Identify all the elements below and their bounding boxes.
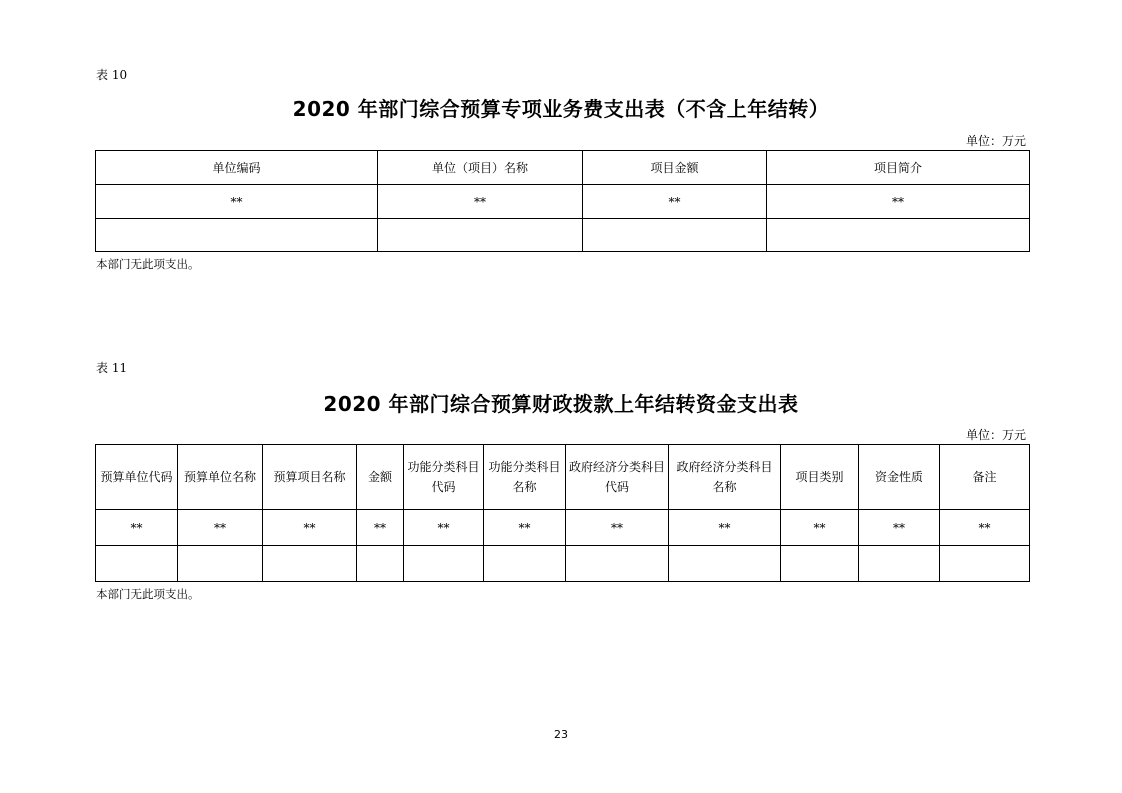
table11-cell: ** <box>357 510 404 546</box>
table11-header-row <box>96 445 1030 510</box>
table11-empty-cell <box>178 546 263 582</box>
table10-unit: 单位：万元 <box>965 134 1026 148</box>
table11-cell: ** <box>96 510 178 546</box>
table11-cell: ** <box>404 510 484 546</box>
table11-unit: 单位：万元 <box>965 428 1026 442</box>
table11-cell: ** <box>263 510 357 546</box>
table11-empty-cell <box>940 546 1030 582</box>
table11-cell: ** <box>484 510 566 546</box>
table10-cell: ** <box>583 185 767 219</box>
table11-cell: ** <box>178 510 263 546</box>
table11-empty-cell <box>357 546 404 582</box>
table10-header-cell: 单位编码 <box>96 151 378 185</box>
table11-empty-cell <box>669 546 781 582</box>
table10-cell: ** <box>96 185 378 219</box>
table10-empty-cell <box>583 219 767 252</box>
table10 <box>95 150 1030 252</box>
table10-empty-cell <box>378 219 583 252</box>
table11-header-cell: 功能分类科目代码 <box>404 445 484 510</box>
table11-header-cell: 政府经济分类科目名称 <box>669 445 781 510</box>
table11-header-cell: 资金性质 <box>859 445 940 510</box>
table11-empty-cell <box>263 546 357 582</box>
table11-cell: ** <box>669 510 781 546</box>
table11-header-cell: 预算单位代码 <box>96 445 178 510</box>
table11-cell: ** <box>566 510 669 546</box>
table10-empty-cell <box>767 219 1030 252</box>
table-row <box>96 185 1030 219</box>
table11-cell: ** <box>940 510 1030 546</box>
table11-empty-cell <box>781 546 859 582</box>
table10-header-cell: 项目金额 <box>583 151 767 185</box>
table11-note: 本部门无此项支出。 <box>96 587 200 601</box>
table11-header-cell: 政府经济分类科目代码 <box>566 445 669 510</box>
table10-label: 表 10 <box>96 68 128 82</box>
table11-label: 表 11 <box>96 361 128 375</box>
page-number: 23 <box>554 728 568 741</box>
table10-empty-cell <box>96 219 378 252</box>
table-row <box>96 510 1030 546</box>
table11-empty-cell <box>96 546 178 582</box>
table11-cell: ** <box>859 510 940 546</box>
table-row <box>96 546 1030 582</box>
table11-empty-cell <box>404 546 484 582</box>
table-row <box>96 219 1030 252</box>
table11-title: 2020 年部门综合预算财政拨款上年结转资金支出表 <box>323 392 799 416</box>
table10-cell: ** <box>378 185 583 219</box>
table10-header-cell: 项目简介 <box>767 151 1030 185</box>
table11-empty-cell <box>859 546 940 582</box>
table11-header-cell: 项目类别 <box>781 445 859 510</box>
table10-note: 本部门无此项支出。 <box>96 257 200 271</box>
table10-cell: ** <box>767 185 1030 219</box>
table11-empty-cell <box>566 546 669 582</box>
table10-header-cell: 单位（项目）名称 <box>378 151 583 185</box>
table11-header-cell: 金额 <box>357 445 404 510</box>
table11-header-cell: 预算单位名称 <box>178 445 263 510</box>
table10-title: 2020 年部门综合预算专项业务费支出表（不含上年结转） <box>292 97 830 121</box>
table11-header-cell: 预算项目名称 <box>263 445 357 510</box>
table10-header-row <box>96 151 1030 185</box>
table11-cell: ** <box>781 510 859 546</box>
table11 <box>95 444 1030 582</box>
table11-empty-cell <box>484 546 566 582</box>
table11-header-cell: 功能分类科目名称 <box>484 445 566 510</box>
table11-header-cell: 备注 <box>940 445 1030 510</box>
